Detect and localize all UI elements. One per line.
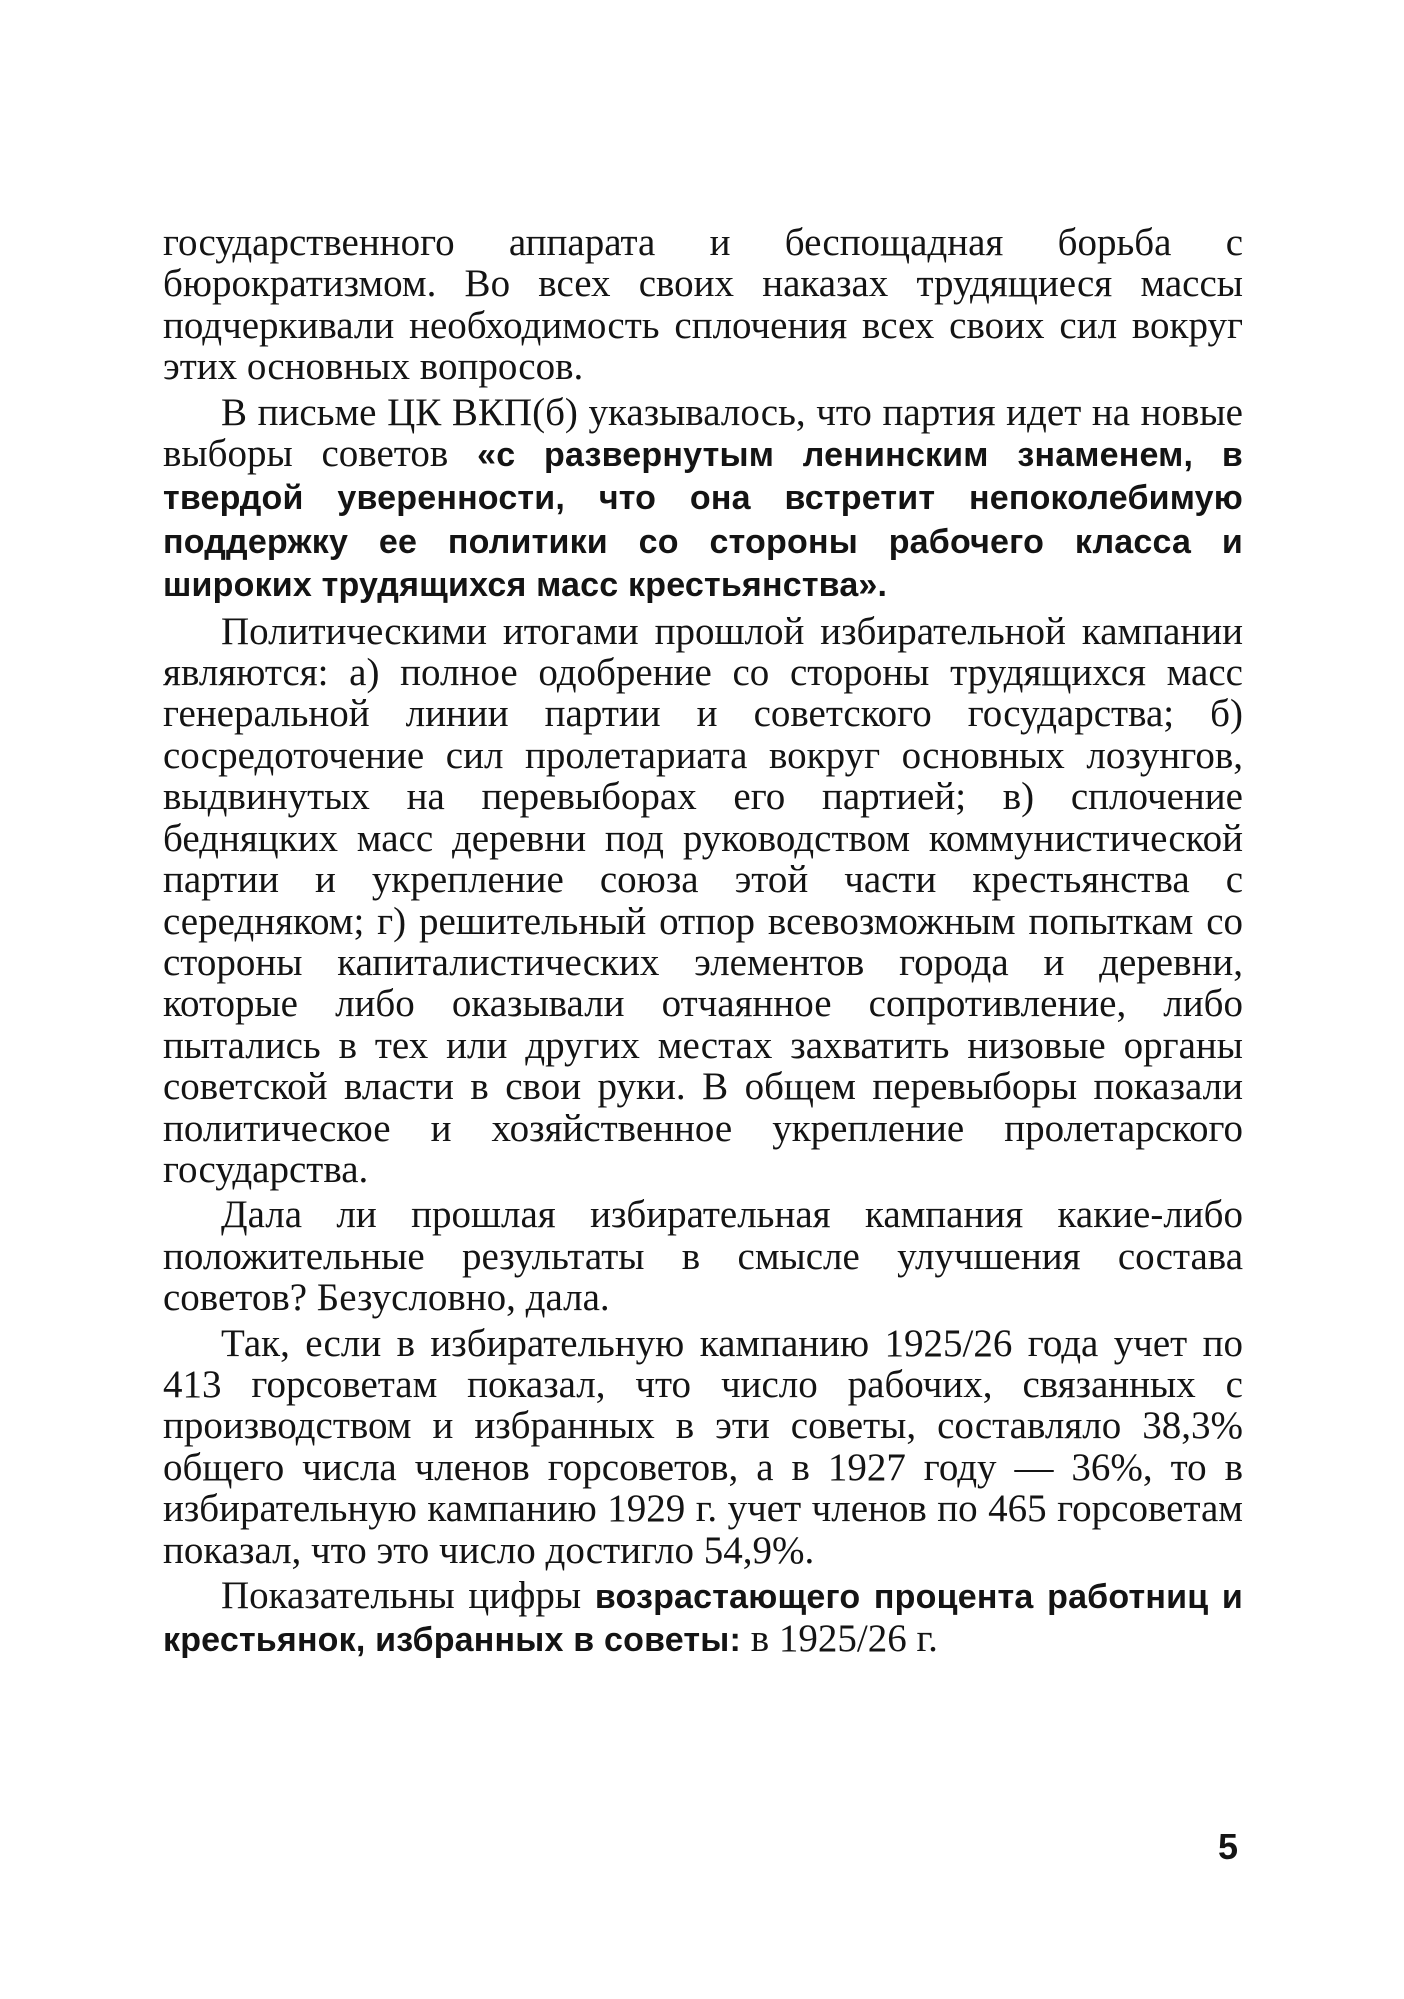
- paragraph-6: [163, 1575, 1243, 1662]
- paragraph-1-text: государственного аппарата и беспощадная борьба с бюрократизмом. Во всех своих наказах трудящиеся массы подчеркивали необходимость сплочения всех своих сил вокруг этих основных вопросов.: [163, 221, 1243, 389]
- page-number: 5: [1218, 1826, 1239, 1867]
- paragraph-2-text: В письме ЦК ВКП(б) указывалось, что партия идет на новые выборы советов: [163, 390, 1243, 476]
- paragraph-3-text: Политическими итогами прошлой избирательной кампании являются: а) полное одобрение со стороны трудящихся масс генеральной линии партии и советского государства; б) сосредоточение сил пролетариата вокруг основных лозунгов, выдвинутых на перевыборах его партией; в) сплочение бедняцких масс деревни под руководством коммунистической партии и укрепление союза этой части крестьянства с середняком; г) решительный отпор всевозможным попыткам со стороны капиталистических элементов города и деревни, которые либо оказывали отчаянное сопротивление, либо пытались в тех или других местах захватить низовые органы советской власти в свои руки. В общем перевыборы показали политическое и хозяйственное укрепление пролетарского государства.: [163, 609, 1243, 1191]
- paragraph-5-text: Так, если в избирательную кампанию 1925/26 года учет по 413 горсоветам показал, что число рабочих, связанных с производством и избранных в эти советы, составляло 38,3% общего числа членов горсоветов, а в 1927 году — 36%, то в избирательную кампанию 1929 г. учет членов по 465 горсоветам показал, что это число достигло 54,9%.: [163, 1321, 1243, 1572]
- page-body: [163, 222, 1243, 1662]
- paragraph-6-text: Показательны цифры: [221, 1574, 595, 1617]
- paragraph-4-text: Дала ли прошлая избирательная кампания какие-либо положительные результаты в смысле улучшения состава советов? Безусловно, дала.: [163, 1193, 1243, 1320]
- paragraph-4: [163, 1194, 1243, 1318]
- paragraph-6-tail: в 1925/26 г.: [741, 1617, 938, 1661]
- paragraph-3: [163, 611, 1243, 1191]
- paragraph-5: [163, 1323, 1243, 1571]
- paragraph-2: [163, 392, 1243, 607]
- paragraph-2-quote: «с развернутым ленинским знаменем, в твердой уверенности, что она встретит непоколебимую поддержку ее политики со стороны рабочего класса и широких трудящихся масс крестьянства».: [163, 436, 1243, 605]
- paragraph-1: [163, 222, 1243, 388]
- paragraph-6-emphasis: возрастающего процента работниц и крестьянок, избранных в советы:: [163, 1578, 1243, 1660]
